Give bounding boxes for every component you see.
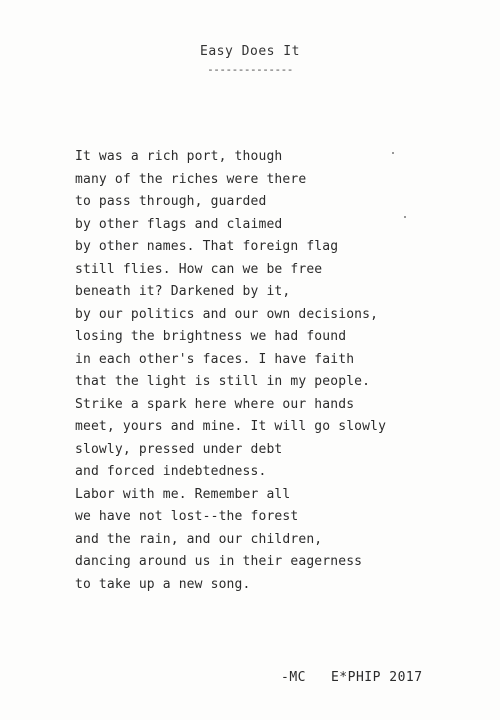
paper-speck xyxy=(404,216,406,218)
poem-line: that the light is still in my people. xyxy=(75,374,371,389)
poem-line: still flies. How can we be free xyxy=(75,261,323,277)
poem-line: to take up a new song. xyxy=(75,576,251,592)
title-underline: -------------- xyxy=(207,63,293,76)
poem-line: Strike a spark here where our hands xyxy=(75,396,355,412)
poem-line: we have not lost--the forest xyxy=(75,509,299,524)
poem-line: by other flags and claimed xyxy=(75,216,283,232)
poem-line: dancing around us in their eagerness xyxy=(75,554,363,569)
poem-line: and the rain, and our children, xyxy=(75,531,323,547)
poem-line: many of the riches were there xyxy=(75,171,307,187)
signature: -MC E*PHIP 2017 xyxy=(281,670,423,685)
poem-line: by our politics and our own decisions, xyxy=(75,306,379,322)
poem-line: slowly, pressed under debt xyxy=(75,441,283,457)
poem-body xyxy=(75,146,475,596)
poem-line: losing the brightness we had found xyxy=(75,329,347,344)
poem-line: beneath it? Darkened by it, xyxy=(75,284,291,299)
poem-line: Labor with me. Remember all xyxy=(75,486,291,502)
poem-line: to pass through, guarded xyxy=(75,194,267,209)
poem-title: Easy Does It xyxy=(200,44,300,59)
poem-line: in each other's faces. I have faith xyxy=(75,351,355,367)
poem-line: meet, yours and mine. It will go slowly xyxy=(75,419,387,434)
poem-line: and forced indebtedness. xyxy=(75,464,267,479)
poem-line: It was a rich port, though xyxy=(75,149,283,164)
paper-speck xyxy=(392,152,394,154)
poem-line: by other names. That foreign flag xyxy=(75,239,339,254)
